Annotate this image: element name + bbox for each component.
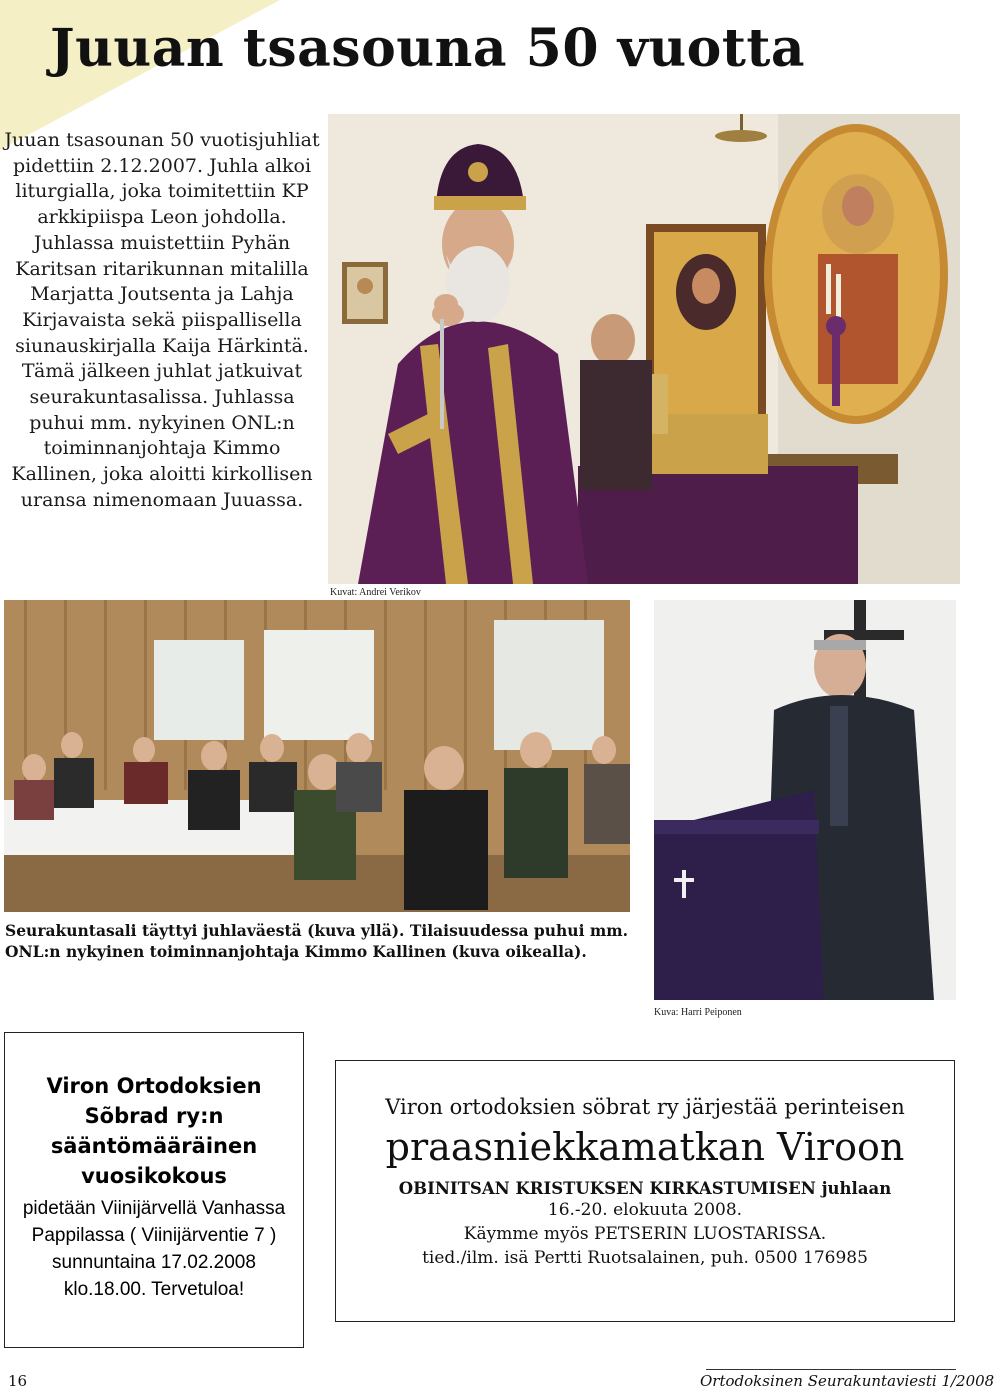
page-number: 16 [8,1372,28,1390]
notice-right-headline: praasniekkamatkan Viroon [385,1125,905,1169]
notice-right-dates: 16.-20. elokuuta 2008. [547,1200,743,1220]
notice-pilgrimage [335,1060,955,1322]
notice-right-intro: Viron ortodoksien söbrat ry järjestää perinteisen [385,1095,905,1119]
notice-right-visit: Käymme myös PETSERIN LUOSTARISSA. [463,1224,827,1244]
article-title: Juuan tsasouna 50 vuotta [50,18,806,79]
photo-speaker [654,600,956,1000]
notice-left-body: pidetään Viinijärvellä Vanhassa Pappilassa ( Viinijärventie 7 ) sunnuntaina 17.02.2008 klo.18.00. Tervetuloa! [22,1198,286,1300]
notice-right-contact: tied./ilm. isä Pertti Ruotsalainen, puh. 0500 176985 [422,1248,868,1268]
notice-annual-meeting [4,1032,304,1348]
article-intro: Juuan tsasounan 50 vuotisjuhliat pidettiin 2.12.2007. Juhla alkoi liturgialla, joka toimitettiin KP arkkipiispa Leon johdolla. Juhlassa muistettiin Pyhän Karitsan ritarikunnan mitalilla Marjatta Joutsenta ja Lahja Kirjavaista sekä piispallisella siunauskirjalla Kaija Härkintä. Tämä jälkeen juhlat jatkuivat seurakuntasalissa. Juhlassa puhui mm. nykyinen ONL:n toiminnanjohtaja Kimmo Kallinen, joka aloitti kirkollisen uransa nimenomaan Juuassa. [4,129,320,511]
photo-hall-audience [4,600,630,912]
publication-name: Ortodoksinen Seurakuntaviesti 1/2008 [700,1372,994,1390]
photo-caption: Seurakuntasali täyttyi juhlaväestä (kuva yllä). Tilaisuudessa puhui mm. ONL:n nykyinen toiminnanjohtaja Kimmo Kallinen (kuva oikealla). [5,921,629,961]
photo-bishop-liturgy [328,114,960,584]
notice-left-title: Viron Ortodoksien Sõbrad ry:n sääntömääräinen vuosikokous [46,1074,262,1188]
footer-rule [706,1369,956,1370]
notice-right-feast: OBINITSAN KRISTUKSEN KIRKASTUMISEN juhlaan [398,1179,892,1198]
photo-credit-right: Kuva: Harri Peiponen [654,1007,742,1018]
photo-credit-top: Kuvat: Andrei Verikov [330,587,421,598]
